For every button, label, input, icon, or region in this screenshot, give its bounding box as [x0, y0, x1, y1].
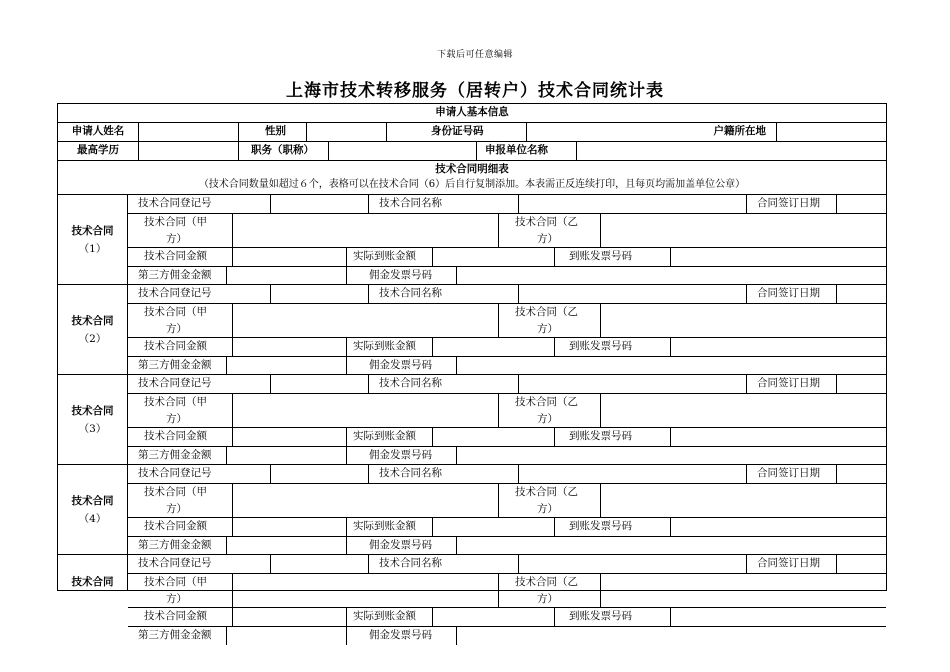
detail-section-title: 技术合同明细表: [435, 163, 509, 175]
party-a-field[interactable]: [232, 574, 498, 607]
invoice-field[interactable]: [670, 338, 888, 356]
party-a-field[interactable]: [232, 394, 498, 427]
sign-date-label: 合同签订日期: [746, 555, 836, 573]
party-b-label-line1: 技术合同（乙: [515, 306, 578, 318]
invoice-label: 到账发票号码: [554, 608, 670, 626]
reg-no-label: 技术合同登记号: [138, 467, 212, 479]
contract-index: （2）: [78, 333, 107, 345]
party-b-field[interactable]: [600, 484, 888, 517]
contract-row-amounts: [128, 608, 886, 627]
commission-invoice-label: 佣金发票号码: [346, 267, 456, 285]
party-a-label: [128, 574, 232, 607]
received-label: 实际到账金额: [346, 338, 432, 356]
contract-name-label: 技术合同名称: [368, 195, 518, 213]
party-b-label: [498, 484, 600, 517]
amount-label: 技术合同金额: [144, 430, 207, 442]
party-b-label-line2: 方）: [537, 593, 558, 605]
invoice-label: 到账发票号码: [554, 428, 670, 446]
party-a-label-line1: 技术合同（甲: [144, 396, 207, 408]
party-a-label: [128, 304, 232, 337]
amount-label: 技术合同金额: [144, 340, 207, 352]
reg-no-label: 技术合同登记号: [138, 197, 212, 209]
received-field[interactable]: [432, 428, 554, 446]
party-b-field[interactable]: [600, 304, 888, 337]
document-title: 上海市技术转移服务（居转户）技术合同统计表: [286, 81, 664, 101]
id-number-label: 身份证号码: [386, 123, 526, 141]
sign-date-field[interactable]: [836, 195, 888, 213]
amount-label: 技术合同金额: [144, 610, 207, 622]
amount-label: 技术合同金额: [144, 250, 207, 262]
contract-name-label: 技术合同名称: [368, 555, 518, 573]
hukou-field[interactable]: [776, 123, 888, 141]
contract-index: （3）: [78, 423, 107, 435]
contract-row-parties: [128, 304, 886, 338]
contract-row-commission: [128, 537, 886, 555]
gender-field[interactable]: [306, 123, 386, 141]
commission-label: 第三方佣金金额: [138, 269, 212, 281]
hukou-label: 户籍所在地: [713, 125, 766, 137]
contract-row-commission: [128, 627, 886, 645]
amount-field[interactable]: [232, 428, 346, 446]
invoice-field[interactable]: [670, 518, 888, 536]
party-a-field[interactable]: [232, 304, 498, 337]
contract-row-registration: [128, 555, 886, 574]
basic-info-header-row: [58, 104, 886, 123]
position-label: 职务（职称）: [238, 142, 328, 160]
basic-info-row-2: [58, 142, 886, 161]
party-a-label-line2: 方）: [166, 323, 187, 335]
commission-label: 第三方佣金金额: [138, 539, 212, 551]
contract-row-registration: [128, 195, 886, 214]
sign-date-field[interactable]: [836, 285, 888, 303]
party-b-label-line1: 技术合同（乙: [515, 396, 578, 408]
commission-label: 第三方佣金金额: [138, 359, 212, 371]
invoice-label: 到账发票号码: [554, 248, 670, 266]
contract-name-label: 技术合同名称: [368, 375, 518, 393]
contract-block-2: [58, 285, 886, 375]
contract-index: （1）: [78, 243, 107, 255]
contract-label: 技术合同: [71, 495, 114, 507]
contract-name-field[interactable]: [518, 555, 746, 573]
commission-invoice-field[interactable]: [456, 267, 888, 285]
amount-field[interactable]: [232, 518, 346, 536]
party-a-field[interactable]: [232, 484, 498, 517]
position-field[interactable]: [328, 142, 476, 160]
statistics-table: [57, 103, 887, 641]
party-a-label-line1: 技术合同（甲: [144, 306, 207, 318]
party-b-label-line2: 方）: [537, 503, 558, 515]
party-b-label-line2: 方）: [537, 323, 558, 335]
contract-block-3: [58, 375, 886, 465]
contract-row-registration: [128, 375, 886, 394]
contract-row-registration: [128, 285, 886, 304]
commission-invoice-label: 佣金发票号码: [346, 537, 456, 555]
commission-invoice-label: 佣金发票号码: [346, 447, 456, 465]
contract-row-amounts: [128, 248, 886, 267]
amount-field[interactable]: [232, 608, 346, 626]
amount-label: 技术合同金额: [144, 520, 207, 532]
reg-no-field[interactable]: [270, 285, 368, 303]
party-b-label: [498, 214, 600, 247]
employer-field[interactable]: [576, 142, 888, 160]
contract-name-field[interactable]: [518, 195, 746, 213]
invoice-field[interactable]: [670, 248, 888, 266]
party-b-label-line2: 方）: [537, 413, 558, 425]
contract-block-label: [58, 195, 128, 285]
party-a-label: [128, 214, 232, 247]
contract-row-amounts: [128, 428, 886, 447]
commission-field[interactable]: [226, 357, 346, 375]
contract-row-parties: [128, 574, 886, 608]
contract-block-label: [58, 375, 128, 465]
party-b-label-line2: 方）: [537, 233, 558, 245]
contract-row-amounts: [128, 518, 886, 537]
contract-block-4: [58, 465, 886, 555]
reg-no-field[interactable]: [270, 555, 368, 573]
commission-label: 第三方佣金金额: [138, 449, 212, 461]
commission-invoice-field[interactable]: [456, 447, 888, 465]
applicant-name-label: 申请人姓名: [71, 125, 125, 137]
detail-note: （技术合同数量如超过６个，表格可以在技术合同（6）后自行复制添加。本表需正反连续打印，且每页均需加盖单位公章）: [198, 179, 746, 190]
detail-header-cell: [58, 161, 886, 194]
contract-label: 技术合同: [71, 576, 114, 588]
contract-label: 技术合同: [71, 225, 114, 237]
commission-field[interactable]: [226, 267, 346, 285]
sign-date-label: 合同签订日期: [746, 285, 836, 303]
sign-date-label: 合同签订日期: [746, 375, 836, 393]
gender-label: 性别: [238, 123, 306, 141]
contract-row-commission: [128, 357, 886, 375]
contract-row-parties: [128, 214, 886, 248]
reg-no-label: 技术合同登记号: [138, 377, 212, 389]
detail-header-row: [58, 161, 886, 195]
contract-name-field[interactable]: [518, 375, 746, 393]
commission-label: 第三方佣金金额: [138, 629, 212, 641]
sign-date-label: 合同签订日期: [746, 465, 836, 483]
contract-label: 技术合同: [71, 315, 114, 327]
party-b-label: [498, 304, 600, 337]
sign-date-field[interactable]: [836, 465, 888, 483]
received-label: 实际到账金额: [346, 428, 432, 446]
received-field[interactable]: [432, 608, 554, 626]
party-b-label-line1: 技术合同（乙: [515, 486, 578, 498]
contract-name-label: 技术合同名称: [368, 465, 518, 483]
reg-no-label: 技术合同登记号: [138, 287, 212, 299]
sign-date-field[interactable]: [836, 375, 888, 393]
commission-field[interactable]: [226, 627, 346, 645]
party-b-label-line1: 技术合同（乙: [515, 576, 578, 588]
contract-row-registration: [128, 465, 886, 484]
reg-no-field[interactable]: [270, 465, 368, 483]
contract-row-parties: [128, 484, 886, 518]
party-a-field[interactable]: [232, 214, 498, 247]
party-a-label-line2: 方）: [166, 413, 187, 425]
party-a-label: [128, 484, 232, 517]
party-b-label: [498, 394, 600, 427]
party-a-label-line1: 技术合同（甲: [144, 576, 207, 588]
party-a-label-line1: 技术合同（甲: [144, 486, 207, 498]
party-b-field[interactable]: [600, 574, 888, 607]
education-label: 最高学历: [77, 144, 119, 156]
commission-invoice-field[interactable]: [456, 537, 888, 555]
party-b-label: [498, 574, 600, 607]
commission-invoice-label: 佣金发票号码: [346, 627, 456, 645]
contract-block-label: [58, 465, 128, 555]
contract-name-field[interactable]: [518, 285, 746, 303]
party-b-field[interactable]: [600, 214, 888, 247]
basic-info-row-1: [58, 123, 886, 142]
contract-row-parties: [128, 394, 886, 428]
employer-label: 申报单位名称: [476, 142, 576, 160]
contract-block-5: [58, 555, 886, 641]
party-b-field[interactable]: [600, 394, 888, 427]
received-label: 实际到账金额: [346, 608, 432, 626]
party-a-label: [128, 394, 232, 427]
received-field[interactable]: [432, 338, 554, 356]
contract-row-commission: [128, 447, 886, 465]
received-field[interactable]: [432, 518, 554, 536]
reg-no-field[interactable]: [270, 375, 368, 393]
basic-info-section-title: 申请人基本信息: [435, 106, 509, 118]
contract-label: 技术合同: [71, 405, 114, 417]
invoice-label: 到账发票号码: [554, 338, 670, 356]
education-field[interactable]: [138, 142, 238, 160]
invoice-label: 到账发票号码: [554, 518, 670, 536]
commission-invoice-label: 佣金发票号码: [346, 357, 456, 375]
contract-name-label: 技术合同名称: [368, 285, 518, 303]
reg-no-field[interactable]: [270, 195, 368, 213]
contract-row-amounts: [128, 338, 886, 357]
commission-invoice-field[interactable]: [456, 627, 888, 645]
commission-field[interactable]: [226, 447, 346, 465]
party-b-label-line1: 技术合同（乙: [515, 216, 578, 228]
id-number-field[interactable]: [526, 123, 676, 141]
header-note: 下载后可任意编辑: [436, 50, 513, 60]
party-a-label-line1: 技术合同（甲: [144, 216, 207, 228]
sign-date-label: 合同签订日期: [746, 195, 836, 213]
reg-no-label: 技术合同登记号: [138, 557, 212, 569]
party-a-label-line2: 方）: [166, 233, 187, 245]
invoice-field[interactable]: [670, 608, 888, 626]
received-label: 实际到账金额: [346, 248, 432, 266]
sign-date-field[interactable]: [836, 555, 888, 573]
amount-field[interactable]: [232, 248, 346, 266]
contract-name-field[interactable]: [518, 465, 746, 483]
contract-block-1: [58, 195, 886, 285]
contract-block-label: [58, 555, 128, 590]
contract-row-commission: [128, 267, 886, 285]
contract-block-label: [58, 285, 128, 375]
party-a-label-line2: 方）: [166, 593, 187, 605]
invoice-field[interactable]: [670, 428, 888, 446]
received-field[interactable]: [432, 248, 554, 266]
amount-field[interactable]: [232, 338, 346, 356]
received-label: 实际到账金额: [346, 518, 432, 536]
party-a-label-line2: 方）: [166, 503, 187, 515]
applicant-name-field[interactable]: [138, 123, 238, 141]
contract-index: （4）: [78, 513, 107, 525]
commission-invoice-field[interactable]: [456, 357, 888, 375]
commission-field[interactable]: [226, 537, 346, 555]
